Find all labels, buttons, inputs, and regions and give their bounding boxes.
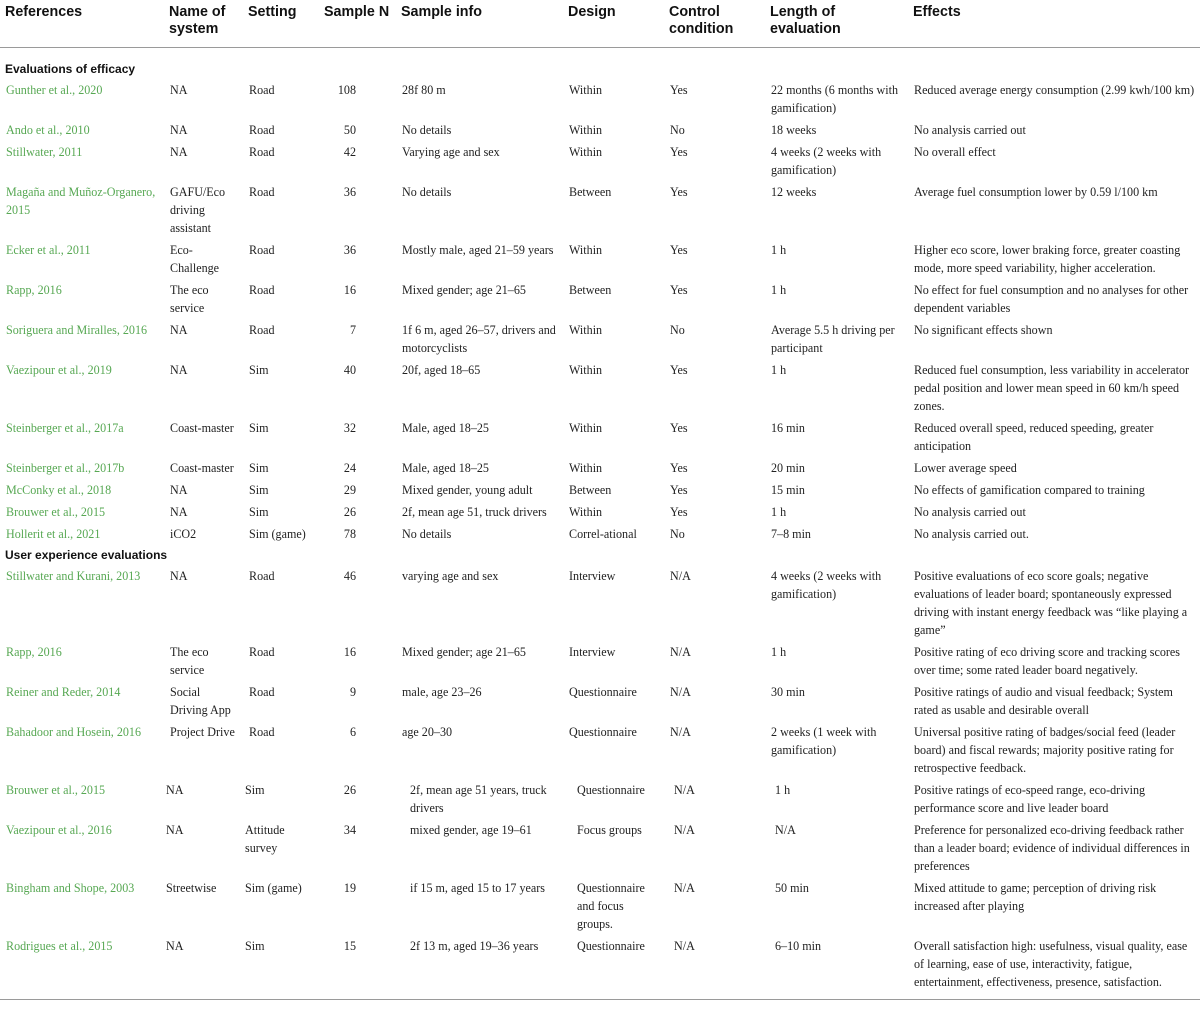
cell-effects: Positive evaluations of eco score goals; negative evaluations of leader board; spontaneously expressed driving with instant energy feedback was “like playing a game”: [914, 568, 1188, 637]
cell-effects: Reduced fuel consumption, less variability in accelerator pedal position and lower mean speed in 60 km/h speed zones.: [914, 362, 1190, 413]
cell-control-condition: Yes: [670, 184, 688, 199]
cell-design: Focus groups: [577, 822, 642, 837]
cell-effects: No effects of gamification compared to training: [914, 482, 1145, 497]
cell-effects: No effect for fuel consumption and no analyses for other dependent variables: [914, 282, 1189, 315]
cell-system-name: NA: [170, 504, 188, 519]
cell-control-condition: N/A: [670, 644, 691, 659]
table-row: [0, 240, 1200, 280]
cell-sample-info: Male, aged 18–25: [402, 420, 489, 435]
cell-system-name: The eco service: [170, 644, 209, 677]
cell-setting: Sim: [249, 460, 269, 475]
table-row: [0, 722, 1200, 780]
cell-length: 7–8 min: [771, 526, 811, 541]
cell-length: 4 weeks (2 weeks with gamification): [771, 144, 882, 177]
cell-sample-n: 26: [343, 782, 356, 797]
cell-length: Average 5.5 h driving per participant: [771, 322, 895, 355]
cell-effects: No analysis carried out: [914, 122, 1026, 137]
cell-reference[interactable]: Magaña and Muñoz-Organero, 2015: [6, 184, 156, 217]
cell-system-name: Coast-master: [170, 460, 234, 475]
header-sample-n: Sample N: [316, 0, 396, 47]
cell-design: Within: [569, 144, 603, 159]
cell-system-name: Eco-Challenge: [170, 242, 220, 275]
cell-sample-info: mixed gender, age 19–61: [410, 822, 532, 837]
cell-control-condition: N/A: [674, 782, 695, 797]
section-title: User experience evaluations: [5, 547, 168, 562]
header-references: References: [0, 0, 164, 47]
cell-sample-n: 6: [349, 724, 356, 739]
cell-length: 6–10 min: [765, 936, 908, 1000]
cell-design: Interview: [569, 644, 616, 659]
cell-setting: Sim: [245, 782, 265, 797]
cell-sample-n: 24: [343, 460, 356, 475]
header-name-of-system: Name of system: [164, 0, 243, 47]
cell-design: Within: [569, 362, 603, 377]
cell-sample-n: 19: [343, 880, 356, 895]
cell-system-name: NA: [170, 122, 188, 137]
cell-reference[interactable]: Brouwer et al., 2015: [6, 782, 106, 797]
cell-control-condition: Yes: [670, 82, 688, 97]
cell-length: 18 weeks: [771, 122, 817, 137]
cell-reference[interactable]: Stillwater, 2011: [6, 144, 83, 159]
cell-length: 1 h: [771, 242, 787, 257]
cell-control-condition: Yes: [670, 242, 688, 257]
cell-system-name: NA: [170, 322, 188, 337]
cell-control-condition: No: [670, 526, 685, 541]
cell-sample-info: Mixed gender; age 21–65: [402, 282, 526, 297]
cell-reference[interactable]: Bingham and Shope, 2003: [6, 880, 135, 895]
cell-control-condition: Yes: [670, 460, 688, 475]
cell-reference[interactable]: Ando et al., 2010: [6, 122, 90, 137]
cell-sample-n: 36: [343, 242, 356, 257]
cell-design: Between: [569, 184, 612, 199]
cell-control-condition: N/A: [674, 880, 695, 895]
cell-setting: Road: [249, 144, 275, 159]
table-row: [0, 418, 1200, 458]
cell-reference[interactable]: Stillwater and Kurani, 2013: [6, 568, 141, 583]
cell-design: Within: [569, 82, 603, 97]
cell-setting: Road: [249, 724, 275, 739]
cell-length: 30 min: [771, 684, 805, 699]
header-control-condition: Control condition: [664, 0, 765, 47]
cell-effects: Reduced average energy consumption (2.99 kwh/100 km): [914, 82, 1195, 97]
cell-sample-info: if 15 m, aged 15 to 17 years: [410, 880, 546, 895]
cell-length: 1 h: [771, 362, 787, 377]
cell-sample-info: varying age and sex: [402, 568, 499, 583]
cell-setting: Road: [249, 568, 275, 583]
cell-sample-info: 2f 13 m, aged 19–36 years: [396, 936, 563, 1000]
cell-control-condition: Yes: [670, 420, 688, 435]
cell-sample-n: 26: [343, 504, 356, 519]
cell-design: Within: [569, 322, 603, 337]
cell-control-condition: N/A: [670, 724, 691, 739]
cell-setting: Sim: [243, 936, 316, 1000]
table-row: [0, 502, 1200, 524]
cell-sample-info: male, age 23–26: [402, 684, 482, 699]
cell-effects: Mixed attitude to game; perception of driving risk increased after playing: [914, 880, 1157, 913]
cell-effects: Positive ratings of eco-speed range, eco-driving performance score and live leader board: [914, 782, 1146, 815]
cell-system-name: Social Driving App: [170, 684, 231, 717]
cell-setting: Sim (game): [245, 880, 302, 895]
cell-sample-n: 36: [343, 184, 356, 199]
cell-reference[interactable]: Vaezipour et al., 2016: [6, 822, 112, 837]
cell-control-condition: Yes: [670, 482, 688, 497]
section-row: [0, 47, 1200, 80]
cell-system-name: NA: [170, 568, 188, 583]
cell-effects: Positive rating of eco driving score and tracking scores over time; some rated leader board negatively.: [914, 644, 1180, 677]
cell-setting: Sim: [249, 504, 269, 519]
cell-setting: Road: [249, 82, 275, 97]
cell-sample-info: Mostly male, aged 21–59 years: [402, 242, 554, 257]
cell-sample-n: 32: [343, 420, 356, 435]
cell-control-condition: No: [670, 322, 685, 337]
cell-reference[interactable]: Reiner and Reder, 2014: [6, 684, 121, 699]
cell-reference[interactable]: Rapp, 2016: [6, 282, 62, 297]
cell-system-name: NA: [170, 362, 188, 377]
table-row: [0, 80, 1200, 120]
cell-sample-n: 42: [343, 144, 356, 159]
cell-sample-n: 16: [343, 644, 356, 659]
cell-design: Within: [569, 122, 603, 137]
cell-design: Questionnaire: [563, 936, 664, 1000]
cell-control-condition: Yes: [670, 282, 688, 297]
cell-sample-n: 9: [349, 684, 356, 699]
cell-length: 4 weeks (2 weeks with gamification): [771, 568, 882, 601]
cell-system-name: NA: [170, 82, 188, 97]
cell-sample-info: No details: [402, 526, 452, 541]
cell-reference[interactable]: Vaezipour et al., 2019: [6, 362, 112, 377]
cell-sample-info: No details: [402, 122, 452, 137]
cell-length: 15 min: [771, 482, 805, 497]
cell-effects: Reduced overall speed, reduced speeding, greater anticipation: [914, 420, 1154, 453]
cell-length: 22 months (6 months with gamification): [771, 82, 898, 115]
cell-design: Questionnaire and focus groups.: [577, 880, 645, 931]
cell-system-name: Coast-master: [170, 420, 234, 435]
table-row: [0, 878, 1200, 936]
table-row: [0, 320, 1200, 360]
cell-control-condition: N/A: [664, 936, 765, 1000]
cell-setting: Attitude survey: [245, 822, 285, 855]
cell-design: Interview: [569, 568, 616, 583]
cell-setting: Road: [249, 184, 275, 199]
cell-sample-n: 29: [343, 482, 356, 497]
cell-reference[interactable]: McConky et al., 2018: [6, 482, 112, 497]
cell-sample-info: No details: [402, 184, 452, 199]
cell-reference[interactable]: Steinberger et al., 2017a: [6, 420, 124, 435]
cell-control-condition: No: [670, 122, 685, 137]
cell-setting: Road: [249, 322, 275, 337]
header-effects: Effects: [908, 0, 1200, 47]
cell-sample-n: 34: [343, 822, 356, 837]
cell-effects: Preference for personalized eco-driving feedback rather than a leader board; evidence of individual differences in preferences: [914, 822, 1190, 873]
cell-setting: Road: [249, 242, 275, 257]
cell-sample-info: Mixed gender; age 21–65: [402, 644, 526, 659]
cell-system-name: Streetwise: [166, 880, 217, 895]
cell-sample-n: 15: [316, 936, 396, 1000]
table-row: [0, 458, 1200, 480]
cell-sample-info: Mixed gender, young adult: [402, 482, 533, 497]
cell-system-name: NA: [170, 482, 188, 497]
cell-system-name: NA: [164, 936, 243, 1000]
section-row: [0, 546, 1200, 566]
cell-design: Between: [569, 282, 612, 297]
cell-effects: No analysis carried out.: [914, 526, 1029, 541]
header-setting: Setting: [243, 0, 316, 47]
cell-length: 16 min: [771, 420, 805, 435]
cell-length: 12 weeks: [771, 184, 817, 199]
cell-control-condition: N/A: [670, 568, 691, 583]
cell-sample-info: 2f, mean age 51, truck drivers: [402, 504, 547, 519]
cell-sample-info: Male, aged 18–25: [402, 460, 489, 475]
cell-setting: Road: [249, 122, 275, 137]
cell-design: Within: [569, 420, 603, 435]
table-row: [0, 780, 1200, 820]
cell-design: Between: [569, 482, 612, 497]
cell-setting: Road: [249, 282, 275, 297]
cell-design: Within: [569, 242, 603, 257]
cell-reference[interactable]: Soriguera and Miralles, 2016: [6, 322, 148, 337]
cell-control-condition: N/A: [674, 822, 695, 837]
cell-length: N/A: [775, 822, 796, 837]
table-row: [0, 682, 1200, 722]
cell-reference[interactable]: Gunther et al., 2020: [6, 82, 103, 97]
cell-length: 2 weeks (1 week with gamification): [771, 724, 877, 757]
cell-sample-info: Varying age and sex: [402, 144, 500, 159]
cell-length: 1 h: [775, 782, 791, 797]
header-design: Design: [563, 0, 664, 47]
cell-system-name: NA: [170, 144, 188, 159]
cell-sample-n: 7: [349, 322, 356, 337]
cell-setting: Road: [249, 644, 275, 659]
cell-control-condition: Yes: [670, 144, 688, 159]
cell-length: 1 h: [771, 504, 787, 519]
cell-effects: No analysis carried out: [914, 504, 1026, 519]
header-sample-info: Sample info: [396, 0, 563, 47]
cell-sample-n: 108: [337, 82, 356, 97]
cell-reference[interactable]: Rodrigues et al., 2015: [0, 936, 164, 1000]
table-row: [0, 642, 1200, 682]
cell-effects: Lower average speed: [914, 460, 1017, 475]
section-title: Evaluations of efficacy: [5, 61, 136, 76]
cell-sample-info: 20f, aged 18–65: [402, 362, 481, 377]
cell-reference[interactable]: Hollerit et al., 2021: [6, 526, 101, 541]
cell-effects: Higher eco score, lower braking force, greater coasting mode, more speed variability, higher acceleration.: [914, 242, 1181, 275]
header-length-of-evaluation: Length of evaluation: [765, 0, 908, 47]
cell-design: Questionnaire: [569, 684, 637, 699]
header-row: [0, 0, 1200, 47]
cell-system-name: GAFU/Eco driving assistant: [170, 184, 226, 235]
cell-system-name: NA: [166, 782, 184, 797]
cell-setting: Sim: [249, 482, 269, 497]
table-row: [0, 142, 1200, 182]
table-row: [0, 360, 1200, 418]
table-row: [0, 480, 1200, 502]
cell-sample-info: 2f, mean age 51 years, truck drivers: [410, 782, 547, 815]
cell-system-name: Project Drive: [170, 724, 235, 739]
table-row: [0, 820, 1200, 878]
cell-effects: No overall effect: [914, 144, 996, 159]
cell-effects: Average fuel consumption lower by 0.59 l/100 km: [914, 184, 1158, 199]
cell-setting: Sim: [249, 362, 269, 377]
cell-length: 1 h: [771, 282, 787, 297]
cell-sample-n: 16: [343, 282, 356, 297]
table-row: [0, 182, 1200, 240]
cell-effects: Overall satisfaction high: usefulness, visual quality, ease of learning, ease of use, interactivity, fatigue, entertainment, effectiveness, presence, satisfaction.: [908, 936, 1200, 1000]
cell-design: Questionnaire: [577, 782, 645, 797]
table-row: [0, 524, 1200, 546]
cell-sample-n: 78: [343, 526, 356, 541]
cell-setting: Road: [249, 684, 275, 699]
cell-sample-n: 40: [343, 362, 356, 377]
cell-reference[interactable]: Rapp, 2016: [6, 644, 62, 659]
cell-design: Within: [569, 460, 603, 475]
cell-sample-info: 1f 6 m, aged 26–57, drivers and motorcyclists: [402, 322, 556, 355]
cell-design: Correl-ational: [569, 526, 637, 541]
cell-reference[interactable]: Steinberger et al., 2017b: [6, 460, 125, 475]
cell-effects: Universal positive rating of badges/social feed (leader board) and fiscal rewards; majority positive rating for retrospective feedback.: [914, 724, 1176, 775]
cell-system-name: NA: [166, 822, 184, 837]
cell-design: Within: [569, 504, 603, 519]
cell-setting: Sim: [249, 420, 269, 435]
cell-sample-info: age 20–30: [402, 724, 453, 739]
cell-effects: No significant effects shown: [914, 322, 1053, 337]
cell-control-condition: N/A: [670, 684, 691, 699]
cell-sample-n: 50: [343, 122, 356, 137]
cell-design: Questionnaire: [569, 724, 637, 739]
table-row: [0, 936, 1200, 1000]
cell-control-condition: Yes: [670, 362, 688, 377]
cell-effects: Positive ratings of audio and visual feedback; System rated as usable and desirable overall: [914, 684, 1173, 717]
table-row: [0, 566, 1200, 642]
cell-reference[interactable]: Brouwer et al., 2015: [6, 504, 106, 519]
cell-setting: Sim (game): [249, 526, 306, 541]
cell-reference[interactable]: Bahadoor and Hosein, 2016: [6, 724, 142, 739]
cell-sample-info: 28f 80 m: [402, 82, 446, 97]
cell-system-name: iCO2: [170, 526, 197, 541]
cell-system-name: The eco service: [170, 282, 209, 315]
cell-reference[interactable]: Ecker et al., 2011: [6, 242, 91, 257]
cell-control-condition: Yes: [670, 504, 688, 519]
table-row: [0, 280, 1200, 320]
cell-length: 1 h: [771, 644, 787, 659]
cell-sample-n: 46: [343, 568, 356, 583]
cell-length: 50 min: [775, 880, 809, 895]
cell-length: 20 min: [771, 460, 805, 475]
table-row: [0, 120, 1200, 142]
